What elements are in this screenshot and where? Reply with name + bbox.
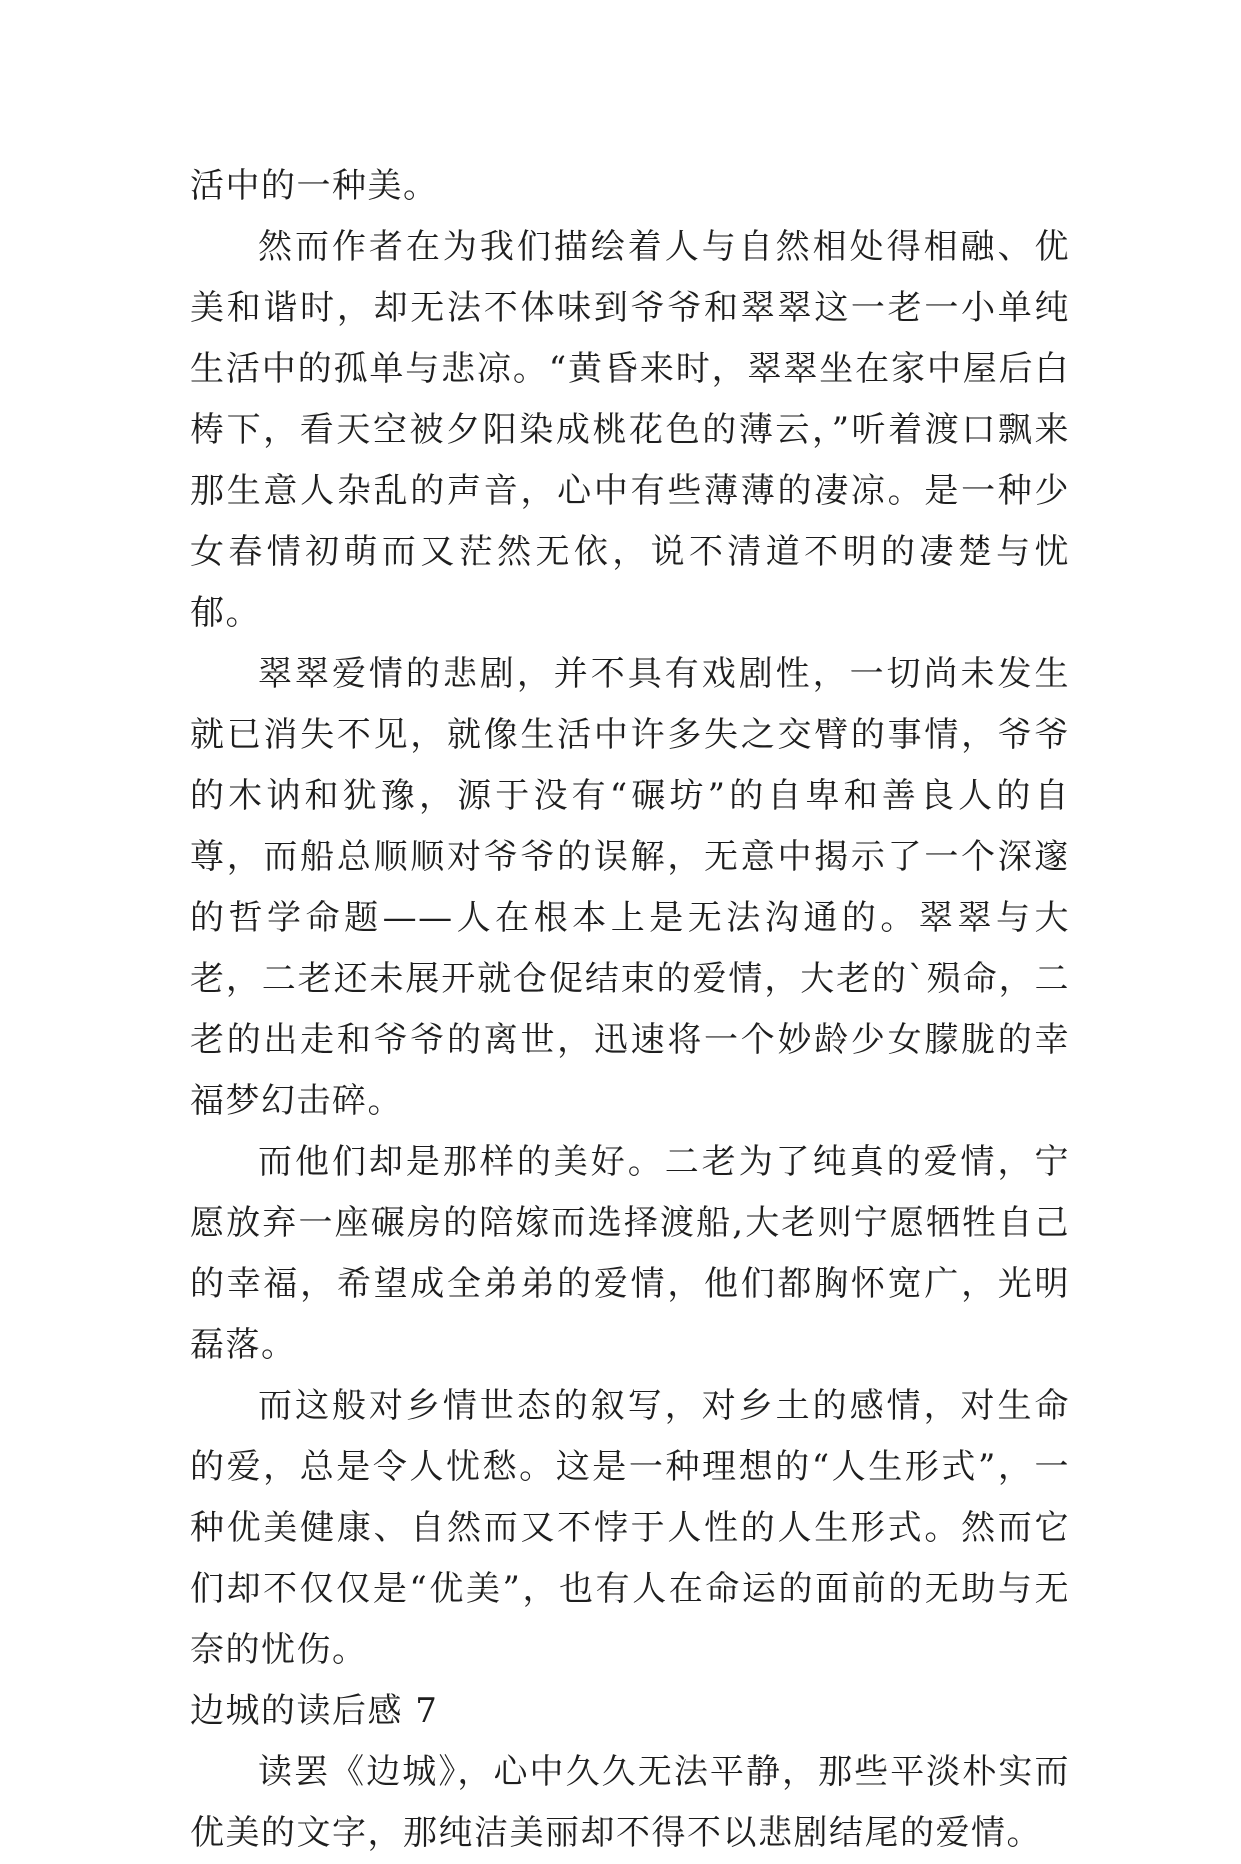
paragraph: 读罢《边城》，心中久久无法平静，那些平淡朴实而优美的文字，那纯洁美丽却不得不以悲剧结尾的爱情。 [190, 1752, 1070, 1853]
section-heading: 边城的读后感 7 [190, 1691, 439, 1731]
paragraph: 而这般对乡情世态的叙写，对乡土的感情，对生命的爱，总是令人忧愁。这是一种理想的“人生形式”，一种优美健康、自然而又不悖于人性的人生形式。然而它们却不仅仅是“优美”，也有人在命运的面前的无助与无奈的忧伤。 [190, 1386, 1070, 1670]
document-body [190, 156, 1070, 1864]
paragraph: 翠翠爱情的悲剧，并不具有戏剧性，一切尚未发生就已消失不见，就像生活中许多失之交臂的事情，爷爷的木讷和犹豫，源于没有“碾坊”的自卑和善良人的自尊，而船总顺顺对爷爷的误解，无意中揭示了一个深邃的哲学命题——人在根本上是无法沟通的。翠翠与大老，二老还未展开就仓促结束的爱情，大老的`殒命，二老的出走和爷爷的离世，迅速将一个妙龄少女朦胧的幸福梦幻击碎。 [190, 654, 1070, 1121]
paragraph-continuation: 活中的一种美。 [190, 166, 439, 206]
paragraph: 而他们却是那样的美好。二老为了纯真的爱情，宁愿放弃一座碾房的陪嫁而选择渡船,大老则宁愿牺牲自己的幸福，希望成全弟弟的爱情，他们都胸怀宽广，光明磊落。 [190, 1142, 1070, 1365]
paragraph: 然而作者在为我们描绘着人与自然相处得相融、优美和谐时，却无法不体味到爷爷和翠翠这一老一小单纯生活中的孤单与悲凉。“黄昏来时，翠翠坐在家中屋后白梼下，看天空被夕阳染成桃花色的薄云，”听着渡口飘来那生意人杂乱的声音，心中有些薄薄的凄凉。是一种少女春情初萌而又茫然无依，说不清道不明的凄楚与忧郁。 [190, 227, 1070, 633]
